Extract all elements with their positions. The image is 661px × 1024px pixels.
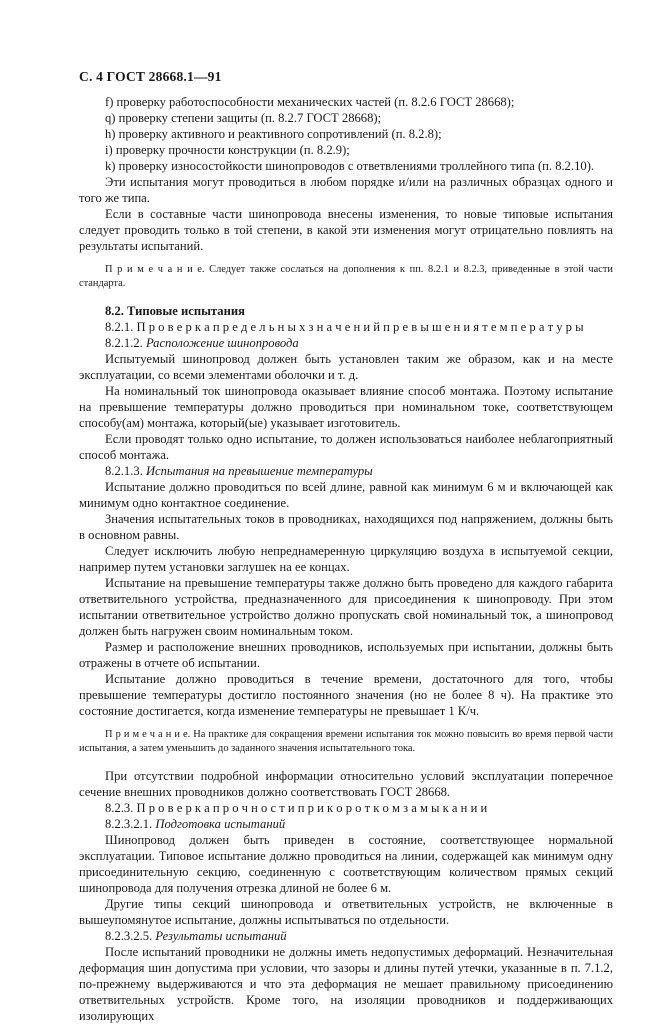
note-label: П р и м е ч а н и е. xyxy=(105,264,205,275)
paragraph: Шинопровод должен быть приведен в состояние, соответствующее нормальной эксплуатации. Типовое испытание должно проводиться на линии, содержащей как минимум одну присоединительную секцию, соединенную с соответствующим количеством прямых секций шинопровода для получения отрезка длиной не более 6 м. xyxy=(79,833,613,895)
note-text: На практике для сокращения времени испытания ток можно повысить во время первой части испытания, а затем уменьшить до заданного значения испытательного тока. xyxy=(79,729,613,754)
note-text: Следует также сослаться на дополнения к пп. 8.2.1 и 8.2.3, приведенные в этой части стандарта. xyxy=(79,264,613,289)
paragraph: Испытание должно проводиться в течение времени, достаточного для того, чтобы превышение температуры достигло постоянного значения (но не более 8 ч). На практике это состояние достигается, когда изменение температуры не превышает 1 К/ч. xyxy=(79,672,613,718)
paragraph: При отсутствии подробной информации относительно условий эксплуатации поперечное сечение внешних проводников должно соответствовать ГОСТ 28668. xyxy=(79,769,613,799)
note-label: П р и м е ч а н и е. xyxy=(105,729,191,740)
list-item: i) проверку прочности конструкции (п. 8.2.9); xyxy=(105,143,350,157)
clause-heading xyxy=(79,463,613,479)
clause-heading xyxy=(79,816,613,832)
section-heading: 8.2. Типовые испытания xyxy=(105,304,245,318)
clause-title: Расположение шинопровода xyxy=(145,336,299,350)
list-item: f) проверку работоспособности механических частей (п. 8.2.6 ГОСТ 28668); xyxy=(105,95,515,109)
clause-title: Испытания на превышение температуры xyxy=(145,464,373,478)
document-body xyxy=(79,94,613,1024)
clause-number: 8.2.3.2.1. xyxy=(105,817,153,831)
clause-title: Подготовка испытаний xyxy=(155,817,286,831)
list-item: k) проверку износостойкости шинопроводов с ответвлениями троллейного типа (п. 8.2.10). xyxy=(105,159,595,173)
paragraph: Если в составные части шинопровода внесены изменения, то новые типовые испытания следует проводить только в той степени, в какой эти изменения могут отрицательно повлиять на результаты испытаний. xyxy=(79,207,613,253)
paragraph: Размер и расположение внешних проводников, используемых при испытании, должны быть отражены в отчете об испытании. xyxy=(79,640,613,670)
clause-heading xyxy=(79,335,613,351)
paragraph: После испытаний проводники не должны иметь недопустимых деформаций. Незначительная деформация шин допустима при условии, что зазоры и длины путей утечки, указанные в п. 7.1.2, по-прежнему выдерживаются и что эта деформация не мешает правильному присоединению ответвительных устройств. Кроме того, на изоляции проводников и поддерживающих изолирующих xyxy=(79,945,613,1023)
subsection-heading: 8.2.1. П р о в е р к а п р е д е л ь н ы х з н а ч е н и й п р е в ы ш е н и я т е м п е р а т у р ы xyxy=(105,320,584,334)
clause-heading xyxy=(79,928,613,944)
subsection-heading: 8.2.3. П р о в е р к а п р о ч н о с т и п р и к о р о т к о м з а м ы к а н и и xyxy=(105,801,488,815)
paragraph: Если проводят только одно испытание, то должен использоваться наиболее неблагоприятный способ монтажа. xyxy=(79,432,613,462)
page-header: С. 4 ГОСТ 28668.1—91 xyxy=(79,69,222,84)
paragraph: Испытуемый шинопровод должен быть установлен таким же образом, как и на месте эксплуатации, со всеми элементами оболочки и т. д. xyxy=(79,352,613,382)
clause-title: Результаты испытаний xyxy=(155,929,287,943)
paragraph: На номинальный ток шинопровода оказывает влияние способ монтажа. Поэтому испытание на превышение температуры должно проводиться при номинальном токе, соответствующем способу(ам) монтажа, который(ые) указывает изготовитель. xyxy=(79,384,613,430)
paragraph: Следует исключить любую непреднамеренную циркуляцию воздуха в испытуемой секции, например путем установки заглушек на ее концах. xyxy=(79,544,613,574)
clause-number: 8.2.1.3. xyxy=(105,464,143,478)
list-item: h) проверку активного и реактивного сопротивлений (п. 8.2.8); xyxy=(105,127,442,141)
paragraph: Значения испытательных токов в проводниках, находящихся под напряжением, должны быть в основном равны. xyxy=(79,512,613,542)
paragraph: Эти испытания могут проводиться в любом порядке и/или на различных образцах одного и того же типа. xyxy=(79,175,613,205)
paragraph: Испытание должно проводиться по всей длине, равной как минимум 6 м и включающей как минимум одно контактное соединение. xyxy=(79,480,613,510)
paragraph: Испытание на превышение температуры также должно быть проведено для каждого габарита ответвительного устройства, предназначенного для присоединения к шинопроводу. При этом испытании ответвительное устройство должно пропускать свой номинальный ток, а шинопровод должен быть нагружен своим номинальным током. xyxy=(79,576,613,638)
note xyxy=(79,728,613,756)
clause-number: 8.2.3.2.5. xyxy=(105,929,153,943)
clause-number: 8.2.1.2. xyxy=(105,336,143,350)
list-item: q) проверку степени защиты (п. 8.2.7 ГОСТ 28668); xyxy=(105,111,382,125)
paragraph: Другие типы секций шинопровода и ответвительных устройств, не включенные в вышеупомянутое испытание, должны испытываться по отдельности. xyxy=(79,897,613,927)
note xyxy=(79,263,613,291)
